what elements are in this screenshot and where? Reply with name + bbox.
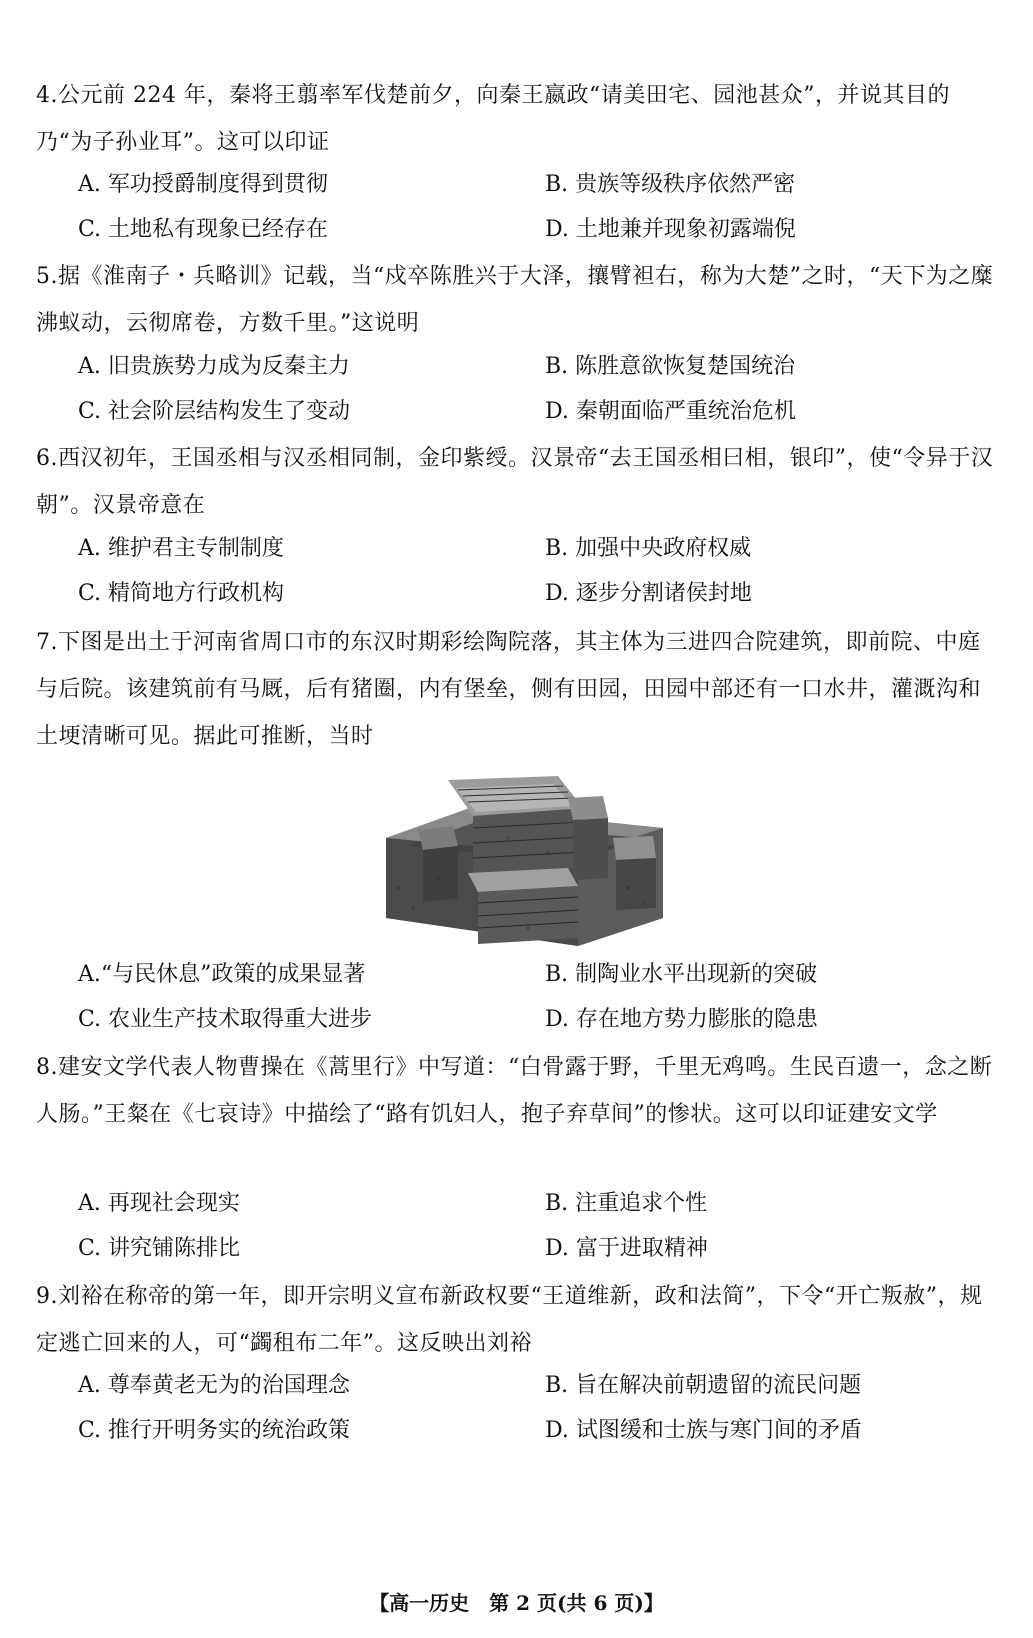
question-5-option-a: A. 旧贵族势力成为反秦主力 <box>78 354 350 379</box>
question-8-option-c: C. 讲究铺陈排比 <box>78 1236 241 1261</box>
question-8-option-d: D. 富于进取精神 <box>545 1236 708 1261</box>
question-5-option-d: D. 秦朝面临严重统治危机 <box>545 399 796 424</box>
question-6-option-b: B. 加强中央政府权威 <box>545 536 752 561</box>
question-9-option-c: C. 推行开明务实的统治政策 <box>78 1418 351 1443</box>
question-4-option-d: D. 土地兼并现象初露端倪 <box>545 217 796 242</box>
question-5-option-c: C. 社会阶层结构发生了变动 <box>78 399 351 424</box>
question-8-stem: 8.建安文学代表人物曹操在《蒿里行》中写道：“白骨露于野，千里无鸡鸣。生民百遗一，念之断人肠。”王粲在《七哀诗》中描绘了“路有饥妇人，抱子弃草间”的惨状。这可以印证建安文学 <box>36 1055 993 1127</box>
question-9-option-b: B. 旨在解决前朝遗留的流民问题 <box>545 1373 862 1398</box>
question-5-option-b: B. 陈胜意欲恢复楚国统治 <box>545 354 796 379</box>
question-7-option-b: B. 制陶业水平出现新的突破 <box>545 962 818 987</box>
pottery-courtyard-figure <box>378 768 668 948</box>
question-9-option-d: D. 试图缓和士族与寒门间的矛盾 <box>545 1418 862 1443</box>
question-9-option-a: A. 尊奉黄老无为的治国理念 <box>78 1373 350 1398</box>
question-7-option-d: D. 存在地方势力膨胀的隐患 <box>545 1007 818 1032</box>
page-footer: 【高一历史 第 2 页(共 6 页)】 <box>369 1591 664 1615</box>
question-7-option-a: A.“与民休息”政策的成果显著 <box>78 962 366 987</box>
question-4-option-c: C. 土地私有现象已经存在 <box>78 217 329 242</box>
question-4-stem: 4.公元前 224 年，秦将王翦率军伐楚前夕，向秦王嬴政“请美田宅、园池甚众”，并说其目的乃“为子孙业耳”。这可以印证 <box>36 83 950 155</box>
question-6-option-c: C. 精简地方行政机构 <box>78 581 285 606</box>
question-6-option-d: D. 逐步分割诸侯封地 <box>545 581 752 606</box>
question-7-option-c: C. 农业生产技术取得重大进步 <box>78 1007 373 1032</box>
question-5-stem: 5.据《淮南子・兵略训》记载，当“戍卒陈胜兴于大泽，攘臂袒右，称为大楚”之时，“天下为之糜沸蚁动，云彻席卷，方数千里。”这说明 <box>36 264 994 336</box>
question-6-stem: 6.西汉初年，王国丞相与汉丞相同制，金印紫绶。汉景帝“去王国丞相曰相，银印”，使“令异于汉朝”。汉景帝意在 <box>36 446 994 518</box>
question-7-stem: 7.下图是出土于河南省周口市的东汉时期彩绘陶院落，其主体为三进四合院建筑，即前院、中庭与后院。该建筑前有马厩，后有猪圈，内有堡垒，侧有田园，田园中部还有一口水井，灌溉沟和土埂清晰可见。据此可推断，当时 <box>36 630 982 749</box>
question-9-stem: 9.刘裕在称帝的第一年，即开宗明义宣布新政权要“王道维新，政和法简”，下令“开亡叛赦”，规定逃亡回来的人，可“蠲租布二年”。这反映出刘裕 <box>36 1284 983 1356</box>
question-8-option-a: A. 再现社会现实 <box>78 1191 240 1216</box>
question-8-option-b: B. 注重追求个性 <box>545 1191 708 1216</box>
question-6-option-a: A. 维护君主专制制度 <box>78 536 284 561</box>
question-4-option-a: A. 军功授爵制度得到贯彻 <box>78 172 328 197</box>
question-4-option-b: B. 贵族等级秩序依然严密 <box>545 172 796 197</box>
